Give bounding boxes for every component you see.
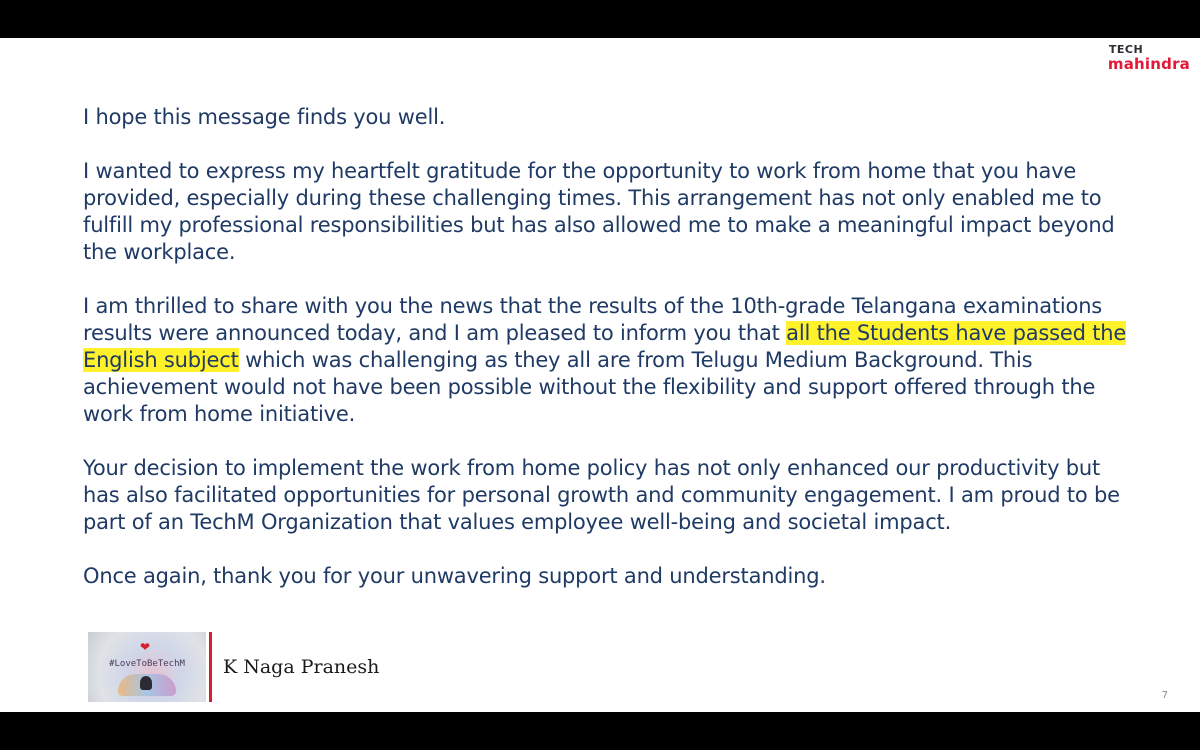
results-text-start: I am thrilled to share with you the news that the results of the 10th-grade Telangana examinations results were announced today, and I am pleased to inform you that	[83, 294, 1103, 345]
page-number: 7	[1161, 690, 1168, 701]
logo-line-mahindra: mahindra	[1107, 55, 1190, 73]
person-icon	[140, 676, 152, 690]
heart-icon: ❤	[140, 640, 151, 654]
results-text-end: which was challenging as they all are from Telugu Medium Background. This achievement would not have been possible without the flexibility and support offered through the work from home initiative.	[83, 348, 1096, 426]
letterbox-top	[0, 0, 1200, 38]
highlighted-text: all the Students have passed the English subject	[83, 321, 1127, 372]
signature-divider	[209, 632, 212, 702]
closing-paragraph: Once again, thank you for your unwavering support and understanding.	[83, 564, 826, 588]
results-paragraph	[83, 293, 1143, 428]
slide	[0, 38, 1200, 712]
love-to-be-techm-badge	[88, 632, 206, 702]
badge-hashtag: #LoveToBeTechM	[109, 659, 185, 669]
letter-body	[83, 104, 1143, 617]
logo-line-tech: TECH	[1108, 43, 1144, 56]
gratitude-paragraph: I wanted to express my heartfelt gratitude for the opportunity to work from home that you have provided, especially during these challenging times. This arrangement has not only enabled me to fulfill my professional responsibilities but has also allowed me to make a meaningful impact beyond the workplace.	[83, 159, 1115, 264]
policy-paragraph: Your decision to implement the work from home policy has not only enhanced our productivity but has also facilitated opportunities for personal growth and community engagement. I am proud to be part of an TechM Organization that values employee well-being and societal impact.	[83, 456, 1120, 534]
greeting-paragraph: I hope this message finds you well.	[83, 105, 446, 129]
signature-name: K Naga Pranesh	[223, 656, 380, 678]
tech-mahindra-logo	[1108, 44, 1190, 72]
letterbox-bottom	[0, 712, 1200, 750]
